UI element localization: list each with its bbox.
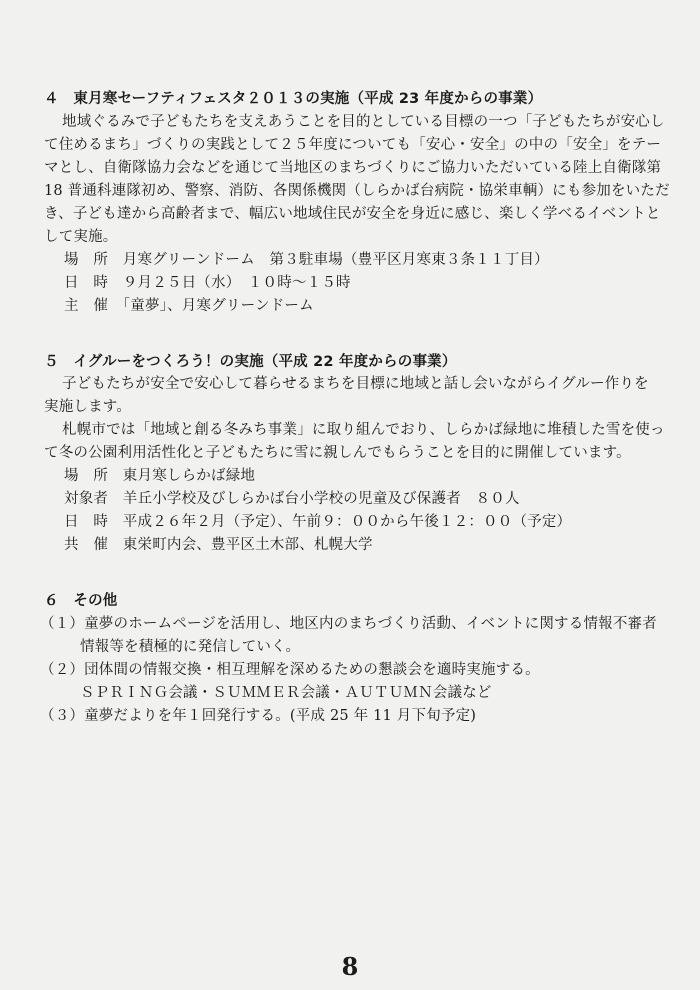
section-4-body-line: て住めるまち」づくりの実践として２５年度についても「安心・安全」の中の「安全」をテー [44,137,662,153]
section-5-body-line: て冬の公園利用活性化と子どもたちに雪に親しんでもらうことを目的に開催しています。 [44,445,631,461]
section-5-body-line: 札幌市では「地域と創る冬みち事業」に取り組んでおり、しらかば緑地に堆積した雪を使っ [62,422,665,438]
section-6-item-2: （２）団体間の情報交換・相互理解を深めるための懇談会を適時実施する。 [40,662,540,678]
section-6-item-2-examples: ＳＰＲＩＮＧ会議・ＳＵＭＭＥＲ会議・ＡＵＴＵＭＮ会議など [80,685,492,701]
section-5-cohost: 共 催 東栄町内会、豊平区土木部、札幌大学 [64,537,373,553]
section-5-body-line: 子どもたちが安全で安心して暮らせるまちを目標に地域と話し会いながらイグルー作りを [62,376,649,392]
section-4-body-line: マとし、自衛隊協力会などを通じて当地区のまちづくりにご協力いただいている陸上自衛隊第 [44,160,662,176]
section-4-venue: 場 所 月寒グリーンドーム 第３駐車場（豊平区月寒東３条１１丁目） [64,252,549,268]
section-4-body-line: して実施。 [44,229,118,245]
section-6-item-3: （３）童夢だよりを年１回発行する。(平成 25 年 11 月下旬予定) [40,708,477,724]
section-5-venue: 場 所 東月寒しらかば緑地 [64,468,256,484]
section-5-body-line: 実施します。 [44,399,132,415]
section-4-organizer: 主 催 「童夢」、月寒グリーンドーム [64,298,314,314]
section-4-body-line: き、子ども達から高齢者まで、幅広い地域住民が安全を身近に感じ、楽しく学べるイベントと [44,206,661,222]
section-5-heading: ５ イグルーをつくろう！の実施（平成 22 年度からの事業） [44,354,457,370]
section-6-item-1-continued: 情報等を積極的に発信していく。 [80,639,301,655]
section-4-heading: ４ 東月寒セーフティフェスタ２０１３の実施（平成 23 年度からの事業） [44,91,543,107]
section-5-target: 対象者 羊丘小学校及びしらかば台小学校の児童及び保護者 ８０人 [64,491,520,507]
page-number: 8 [341,952,359,981]
section-4-body-line: 地域ぐるみで子どもたちを支えあうことを目的としている目標の一つ「子どもたちが安心し [62,114,665,130]
section-6-heading: ６ その他 [44,593,118,609]
section-4-datetime: 日 時 ９月２５日（水） １０時～１５時 [64,275,351,291]
section-5-datetime: 日 時 平成２６年２月（予定）、午前９：００から午後１２：００（予定） [64,514,572,530]
section-6-item-1: （１）童夢のホームページを活用し、地区内のまちづくり活動、イベントに関する情報不審者 [40,616,657,632]
section-4-body-line: 18 普通科連隊初め、警察、消防、各関係機関（しらかば台病院・協栄車輌）にも参加をいただ [44,183,670,199]
